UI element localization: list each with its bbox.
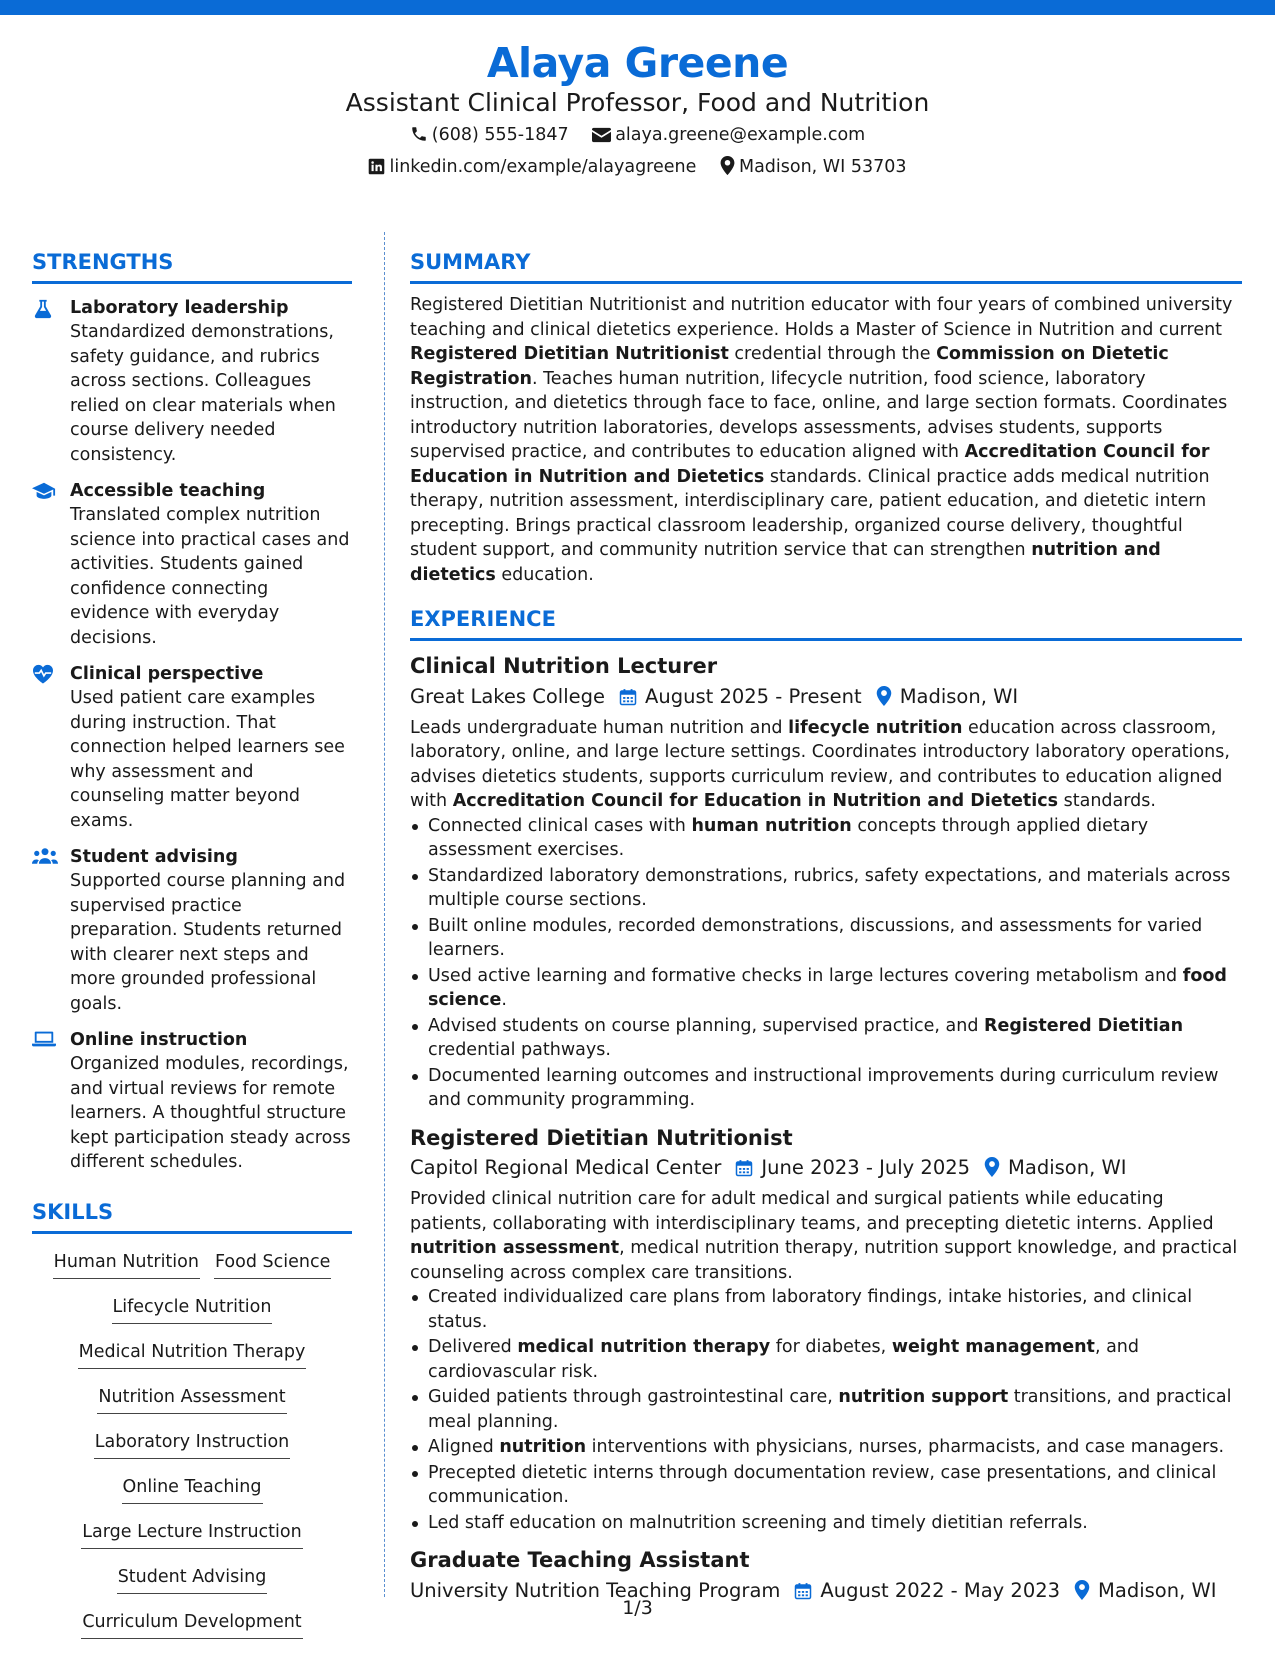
page-number: 1/3 — [622, 1597, 653, 1619]
skill-tag: Laboratory Instruction — [94, 1430, 291, 1459]
location-contact — [720, 152, 907, 183]
candidate-name: Alaya Greene — [486, 39, 789, 87]
list-item: Standardized laboratory demonstrations, rubrics, safety expectations, and materials across multiple course sections. — [428, 864, 1242, 913]
job-description: Leads undergraduate human nutrition and lifecycle nutrition education across classroom, laboratory, online, and large lecture settings. Coordinates introductory laboratory operations, advises dietetics students, supports curriculum review, and contributes to education aligned with Accreditation Council for Education in Nutrition and Dietetics standards. — [410, 717, 1230, 811]
skills-list — [32, 1250, 352, 1655]
job-bullets — [410, 814, 1242, 1113]
job-location-text: Madison, WI — [1008, 1156, 1127, 1179]
job-entry — [410, 1123, 1242, 1536]
list-item: Aligned nutrition interventions with physicians, nurses, pharmacists, and case managers. — [428, 1435, 1242, 1460]
linkedin-contact[interactable] — [368, 152, 696, 183]
strength-item — [32, 845, 352, 1016]
strengths-heading: STRENGTHS — [32, 250, 174, 274]
strength-desc: Translated complex nutrition science into practical cases and activities. Students gained confidence connecting evidence with everyday decisions. — [70, 505, 350, 648]
job-org: Capitol Regional Medical Center — [410, 1156, 722, 1179]
job-location-text: Madison, WI — [899, 684, 1019, 708]
skill-row — [32, 1250, 352, 1295]
left-column — [32, 248, 352, 1655]
skill-row — [32, 1475, 352, 1520]
job-meta — [410, 1153, 1242, 1184]
strengths-rule — [32, 281, 352, 284]
strength-desc: Supported course planning and supervised practice preparation. Students returned with clearer next steps and more grounded professional goals. — [70, 871, 346, 1014]
contact-row-1 — [0, 120, 1275, 152]
strength-item — [32, 296, 352, 467]
users-icon — [32, 845, 70, 1016]
linkedin-text: linkedin.com/example/alayagreene — [389, 156, 697, 177]
skill-row — [32, 1385, 352, 1430]
strength-item — [32, 1028, 352, 1175]
location-text: Madison, WI 53703 — [738, 156, 907, 177]
job-dates — [619, 682, 862, 712]
skill-tag: Nutrition Assessment — [97, 1385, 286, 1414]
experience-rule — [410, 638, 1242, 641]
strength-desc: Standardized demonstrations, safety guidance, and rubrics across sections. Colleagues relied on clear materials when course delivery needed consistency. — [70, 322, 336, 465]
phone-icon — [410, 125, 428, 143]
email-contact[interactable] — [592, 120, 865, 151]
experience-heading: EXPERIENCE — [410, 607, 556, 631]
graduation-cap-icon — [32, 479, 70, 650]
envelope-icon — [592, 127, 611, 143]
strength-title: Clinical perspective — [70, 664, 264, 684]
flask-icon — [32, 296, 70, 467]
strength-title: Student advising — [70, 847, 238, 867]
strength-item — [32, 662, 352, 833]
job-meta — [410, 681, 1242, 712]
calendar-icon — [735, 1159, 753, 1177]
linkedin-icon — [368, 158, 385, 175]
list-item: Built online modules, recorded demonstrations, discussions, and assessments for varied learners. — [428, 914, 1242, 963]
experience-list — [410, 651, 1242, 1606]
skill-row — [32, 1340, 352, 1385]
skill-tag: Online Teaching — [122, 1475, 263, 1504]
skill-tag: Student Advising — [117, 1565, 268, 1594]
calendar-icon — [619, 688, 637, 706]
resume-header — [0, 38, 1275, 183]
skill-tag: Large Lecture Instruction — [81, 1520, 302, 1549]
job-bullets — [410, 1285, 1242, 1535]
skill-tag: Medical Nutrition Therapy — [78, 1340, 307, 1369]
job-org: Great Lakes College — [410, 684, 606, 708]
job-org: University Nutrition Teaching Program — [410, 1578, 781, 1602]
job-dates-text: June 2023 - July 2025 — [761, 1156, 971, 1179]
job-title: Graduate Teaching Assistant — [410, 1548, 750, 1572]
list-item: Led staff education on malnutrition screening and timely dietitian referrals. — [428, 1511, 1242, 1536]
contact-row-2 — [0, 152, 1275, 184]
heart-pulse-icon — [32, 662, 70, 833]
list-item: Connected clinical cases with human nutrition concepts through applied dietary assessment exercises. — [428, 814, 1242, 863]
map-pin-icon — [876, 686, 892, 706]
phone-text: (608) 555-1847 — [431, 125, 569, 145]
skill-tag: Curriculum Development — [81, 1610, 302, 1639]
skill-row — [32, 1520, 352, 1565]
job-dates-text: August 2025 - Present — [645, 684, 862, 708]
job-dates — [735, 1153, 970, 1183]
skills-heading: SKILLS — [32, 1199, 114, 1224]
skill-tag: Lifecycle Nutrition — [112, 1295, 273, 1324]
strength-item — [32, 479, 352, 650]
strength-title: Accessible teaching — [70, 481, 266, 501]
summary-text: Registered Dietitian Nutritionist and nutrition educator with four years of combined university teaching and clinical dietetics experience. Holds a Master of Science in Nutrition and current Registered Dietitian Nutritionist credential through the Commission on Dietetic Registration. Teaches human nutrition, lifecycle nutrition, food science, laboratory instruction, and dietetics through face to face, online, and large section formats. Coordinates introductory nutrition laboratories, develops assessments, advises students, supports supervised practice, and contributes to education aligned with Accreditation Council for Education in Nutrition and Dietetics standards. Clinical practice adds medical nutrition therapy, nutrition assessment, interdisciplinary care, patient education, and dietetic intern precepting. Brings practical classroom leadership, organized course delivery, thoughtful student support, and community nutrition service that can strengthen nutrition and dietetics education. — [410, 295, 1233, 585]
job-location — [876, 682, 1018, 712]
email-text: alaya.greene@example.com — [615, 125, 866, 145]
job-title: Registered Dietitian Nutritionist — [410, 1125, 793, 1150]
skill-row — [32, 1295, 352, 1340]
list-item: Created individualized care plans from laboratory findings, intake histories, and clinical status. — [428, 1285, 1242, 1334]
list-item: Advised students on course planning, supervised practice, and Registered Dietitian credential pathways. — [428, 1014, 1242, 1063]
list-item: Precepted dietetic interns through documentation review, case presentations, and clinical communication. — [428, 1461, 1242, 1510]
laptop-icon — [32, 1028, 70, 1175]
job-location-text: Madison, WI — [1098, 1578, 1217, 1602]
strength-desc: Organized modules, recordings, and virtual reviews for remote learners. A thoughtful structure kept participation steady across different schedules. — [70, 1054, 351, 1172]
summary-heading: SUMMARY — [410, 250, 531, 274]
strength-desc: Used patient care examples during instruction. That connection helped learners see why assessment and counseling matter beyond exams. — [70, 688, 345, 831]
right-column — [410, 248, 1242, 1610]
skill-tag: Food Science — [214, 1250, 331, 1279]
job-dates-text: August 2022 - May 2023 — [820, 1578, 1061, 1602]
map-pin-icon — [984, 1157, 1000, 1177]
job-title: Clinical Nutrition Lecturer — [410, 654, 718, 678]
skills-rule — [32, 1231, 352, 1234]
list-item: Guided patients through gastrointestinal care, nutrition support transitions, and practical meal planning. — [428, 1385, 1242, 1434]
job-entry — [410, 651, 1242, 1113]
skill-row — [32, 1430, 352, 1475]
strength-title: Online instruction — [70, 1030, 248, 1050]
top-accent-bar — [0, 0, 1275, 15]
column-divider — [384, 232, 385, 1597]
phone-contact — [410, 120, 569, 151]
summary-rule — [410, 281, 1242, 284]
list-item: Delivered medical nutrition therapy for diabetes, weight management, and cardiovascular risk. — [428, 1335, 1242, 1384]
strength-title: Laboratory leadership — [70, 298, 289, 318]
skill-tag: Human Nutrition — [53, 1250, 200, 1279]
list-item: Used active learning and formative checks in large lectures covering metabolism and food science. — [428, 964, 1242, 1013]
candidate-role: Assistant Clinical Professor, Food and Nutrition — [345, 88, 930, 117]
job-description: Provided clinical nutrition care for adult medical and surgical patients while educating patients, collaborating with interdisciplinary teams, and precepting dietetic interns. Applied nutrition assessment, medical nutrition therapy, nutrition support knowledge, and practical counseling across complex care transitions. — [410, 1189, 1238, 1283]
list-item: Documented learning outcomes and instructional improvements during curriculum review and community programming. — [428, 1064, 1242, 1113]
map-pin-icon — [720, 156, 735, 175]
job-location — [984, 1153, 1126, 1183]
